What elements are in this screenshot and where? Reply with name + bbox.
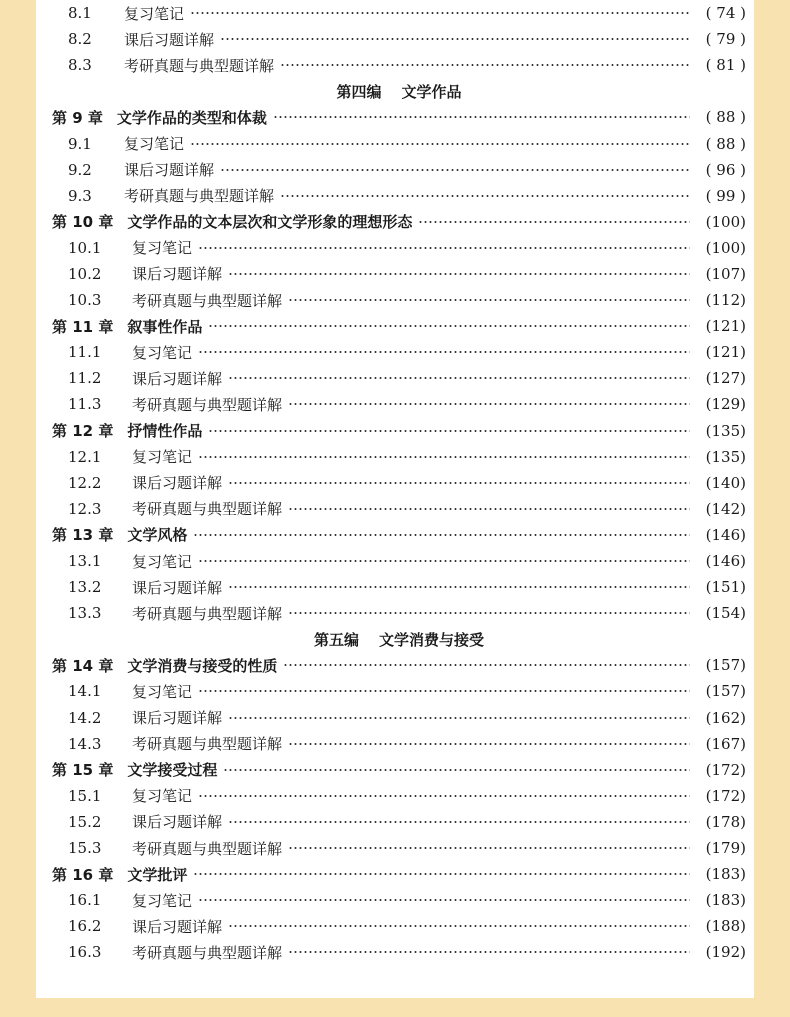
section-number: 13.1	[68, 552, 102, 571]
section-title: 考研真题与典型题详解	[132, 604, 283, 623]
entry-label	[52, 707, 222, 728]
section-title: 课后习题详解	[132, 369, 223, 388]
section-entry[interactable]	[52, 783, 746, 809]
section-number: 13.2	[68, 578, 102, 597]
section-number: 15.2	[68, 812, 102, 831]
entry-label	[52, 498, 282, 519]
section-title: 复习笔记	[132, 239, 193, 258]
entry-label	[52, 524, 187, 545]
section-number: 12.3	[68, 499, 102, 518]
section-entry[interactable]	[52, 835, 746, 861]
section-title: 复习笔记	[132, 552, 193, 571]
dot-leader	[280, 195, 690, 197]
section-entry[interactable]	[52, 183, 746, 209]
dot-leader	[223, 769, 690, 771]
dot-leader	[288, 743, 690, 745]
dot-leader	[283, 664, 690, 666]
entry-label	[52, 133, 184, 154]
section-entry[interactable]	[52, 470, 746, 496]
section-number: 10.2	[68, 264, 102, 283]
entry-label	[52, 316, 202, 337]
table-of-contents	[52, 0, 746, 965]
section-title: 课后习题详解	[124, 161, 215, 180]
section-entry[interactable]	[52, 26, 746, 52]
section-number: 9.1	[68, 134, 92, 153]
dot-leader	[288, 508, 690, 510]
entry-label	[52, 368, 222, 389]
chapter-number: 第 9 章	[52, 108, 103, 127]
section-number: 10.1	[68, 238, 102, 257]
entry-label	[52, 759, 217, 780]
dot-leader	[193, 534, 690, 536]
chapter-entry[interactable]	[52, 861, 746, 887]
section-number: 13.3	[68, 604, 102, 623]
entry-label	[52, 890, 192, 911]
section-number: 12.2	[68, 473, 102, 492]
dot-leader	[198, 560, 690, 562]
page-number: (179)	[705, 839, 746, 858]
section-entry[interactable]	[52, 939, 746, 965]
dot-leader	[228, 821, 690, 823]
section-number: 16.3	[68, 943, 102, 962]
chapter-title: 抒情性作品	[127, 422, 203, 441]
section-entry[interactable]	[52, 287, 746, 313]
entry-label	[52, 785, 192, 806]
section-entry[interactable]	[52, 678, 746, 704]
dot-leader	[198, 247, 690, 249]
section-title: 复习笔记	[132, 891, 193, 910]
section-entry[interactable]	[52, 496, 746, 522]
entry-label	[52, 29, 214, 50]
section-number: 14.2	[68, 708, 102, 727]
entry-label	[52, 864, 187, 885]
chapter-title: 文学批评	[127, 865, 188, 884]
chapter-title: 文学作品的文本层次和文学形象的理想形态	[127, 213, 413, 232]
section-number: 8.1	[68, 4, 92, 23]
dot-leader	[228, 717, 690, 719]
section-title: 复习笔记	[124, 4, 185, 23]
dot-leader	[193, 873, 690, 875]
page-number: ( 74 )	[705, 4, 746, 23]
section-entry[interactable]	[52, 574, 746, 600]
chapter-entry[interactable]	[52, 418, 746, 444]
section-number: 11.3	[68, 395, 102, 414]
dot-leader	[280, 64, 690, 66]
entry-label	[52, 681, 192, 702]
dot-leader	[228, 586, 690, 588]
section-title: 考研真题与典型题详解	[132, 839, 283, 858]
chapter-number: 第 10 章	[52, 213, 114, 232]
dot-leader	[273, 116, 690, 118]
section-entry[interactable]	[52, 731, 746, 757]
section-title: 课后习题详解	[132, 813, 223, 832]
section-title: 复习笔记	[132, 682, 193, 701]
part-label: 第四编	[336, 82, 382, 101]
chapter-entry[interactable]	[52, 757, 746, 783]
page-number: (157)	[705, 656, 746, 675]
section-title: 考研真题与典型题详解	[132, 735, 283, 754]
section-title: 课后习题详解	[124, 30, 215, 49]
chapter-entry[interactable]	[52, 313, 746, 339]
section-entry[interactable]	[52, 157, 746, 183]
chapter-entry[interactable]	[52, 522, 746, 548]
section-number: 14.1	[68, 682, 102, 701]
page-number: (121)	[705, 317, 746, 336]
chapter-title: 文学作品的类型和体裁	[116, 108, 267, 127]
entry-label	[52, 211, 412, 232]
entry-label	[52, 916, 222, 937]
page-number: (183)	[705, 865, 746, 884]
entry-label	[52, 237, 192, 258]
dot-leader	[288, 612, 690, 614]
section-title: 考研真题与典型题详解	[124, 56, 275, 75]
page-number: (167)	[705, 734, 746, 753]
dot-leader	[220, 169, 690, 171]
section-title: 复习笔记	[132, 448, 193, 467]
section-title: 课后习题详解	[132, 917, 223, 936]
entry-label	[52, 551, 192, 572]
dot-leader	[228, 377, 690, 379]
section-entry[interactable]	[52, 913, 746, 939]
section-number: 14.3	[68, 734, 102, 753]
page-number: (178)	[705, 812, 746, 831]
section-entry[interactable]	[52, 0, 746, 26]
chapter-number: 第 11 章	[52, 317, 114, 336]
section-number: 8.3	[68, 56, 92, 75]
section-number: 8.2	[68, 30, 92, 49]
chapter-number: 第 12 章	[52, 422, 114, 441]
dot-leader	[228, 273, 690, 275]
page-number: (135)	[705, 421, 746, 440]
dot-leader	[228, 925, 690, 927]
part-label: 第五编	[313, 630, 359, 649]
dot-leader	[288, 951, 690, 953]
page-number: (146)	[705, 525, 746, 544]
entry-label	[52, 185, 274, 206]
section-title: 考研真题与典型题详解	[132, 943, 283, 962]
entry-label	[52, 420, 202, 441]
section-title: 复习笔记	[124, 135, 185, 154]
entry-label	[52, 942, 282, 963]
entry-label	[52, 159, 214, 180]
section-number: 16.2	[68, 917, 102, 936]
chapter-number: 第 14 章	[52, 656, 114, 675]
chapter-entry[interactable]	[52, 209, 746, 235]
section-entry[interactable]	[52, 235, 746, 261]
section-entry[interactable]	[52, 548, 746, 574]
page-number: (127)	[705, 369, 746, 388]
entry-label	[52, 342, 192, 363]
page-number: ( 81 )	[705, 56, 746, 75]
section-title: 复习笔记	[132, 787, 193, 806]
section-entry[interactable]	[52, 261, 746, 287]
section-number: 10.3	[68, 291, 102, 310]
section-entry[interactable]	[52, 809, 746, 835]
dot-leader	[190, 12, 690, 14]
section-title: 考研真题与典型题详解	[124, 187, 275, 206]
part-title: 文学消费与接受	[379, 630, 485, 649]
entry-label	[52, 107, 267, 128]
page-number: (157)	[705, 682, 746, 701]
page-number: (129)	[705, 395, 746, 414]
section-title: 考研真题与典型题详解	[132, 500, 283, 519]
dot-leader	[288, 403, 690, 405]
dot-leader	[198, 351, 690, 353]
chapter-title: 文学消费与接受的性质	[127, 656, 278, 675]
page-number: ( 99 )	[705, 186, 746, 205]
chapter-title: 文学风格	[127, 526, 188, 545]
entry-label	[52, 446, 192, 467]
document-page	[36, 0, 754, 998]
section-entry[interactable]	[52, 705, 746, 731]
page-number: (162)	[705, 708, 746, 727]
section-title: 课后习题详解	[132, 578, 223, 597]
page-number: (112)	[705, 291, 746, 310]
page-number: (172)	[705, 786, 746, 805]
dot-leader	[220, 38, 690, 40]
entry-label	[52, 290, 282, 311]
page-number: (142)	[705, 499, 746, 518]
chapter-number: 第 13 章	[52, 526, 114, 545]
entry-label	[52, 263, 222, 284]
page-number: (188)	[705, 917, 746, 936]
dot-leader	[228, 482, 690, 484]
part-heading	[52, 78, 746, 104]
section-number: 11.2	[68, 369, 102, 388]
part-title: 文学作品	[401, 82, 462, 101]
section-number: 12.1	[68, 447, 102, 466]
part-heading	[52, 626, 746, 652]
entry-label	[52, 733, 282, 754]
section-title: 课后习题详解	[132, 265, 223, 284]
section-entry[interactable]	[52, 391, 746, 417]
dot-leader	[208, 430, 690, 432]
page-number: ( 88 )	[705, 134, 746, 153]
chapter-number: 第 15 章	[52, 761, 114, 780]
section-number: 16.1	[68, 891, 102, 910]
dot-leader	[208, 325, 690, 327]
section-number: 15.1	[68, 786, 102, 805]
dot-leader	[418, 221, 690, 223]
page-number: (107)	[705, 264, 746, 283]
section-number: 9.2	[68, 160, 92, 179]
page-number: (121)	[705, 343, 746, 362]
section-title: 考研真题与典型题详解	[132, 291, 283, 310]
section-entry[interactable]	[52, 339, 746, 365]
page-number: (146)	[705, 552, 746, 571]
section-number: 15.3	[68, 839, 102, 858]
page-number: ( 88 )	[705, 108, 746, 127]
entry-label	[52, 838, 282, 859]
page-number: ( 96 )	[705, 160, 746, 179]
section-entry[interactable]	[52, 444, 746, 470]
chapter-number: 第 16 章	[52, 865, 114, 884]
section-title: 复习笔记	[132, 343, 193, 362]
dot-leader	[288, 299, 690, 301]
entry-label	[52, 655, 277, 676]
dot-leader	[198, 795, 690, 797]
page-number: ( 79 )	[705, 30, 746, 49]
chapter-entry[interactable]	[52, 652, 746, 678]
entry-label	[52, 577, 222, 598]
section-number: 11.1	[68, 343, 102, 362]
section-title: 课后习题详解	[132, 709, 223, 728]
section-entry[interactable]	[52, 365, 746, 391]
page-number: (135)	[705, 447, 746, 466]
section-title: 课后习题详解	[132, 474, 223, 493]
page-number: (100)	[705, 238, 746, 257]
page-number: (172)	[705, 760, 746, 779]
section-entry[interactable]	[52, 887, 746, 913]
chapter-entry[interactable]	[52, 104, 746, 130]
page-number: (100)	[705, 212, 746, 231]
entry-label	[52, 811, 222, 832]
entry-label	[52, 394, 282, 415]
chapter-title: 文学接受过程	[127, 761, 218, 780]
entry-label	[52, 472, 222, 493]
page-number: (154)	[705, 604, 746, 623]
dot-leader	[198, 456, 690, 458]
dot-leader	[288, 847, 690, 849]
chapter-title: 叙事性作品	[127, 317, 203, 336]
section-entry[interactable]	[52, 130, 746, 156]
section-number: 9.3	[68, 186, 92, 205]
section-entry[interactable]	[52, 600, 746, 626]
page-number: (151)	[705, 578, 746, 597]
page-number: (140)	[705, 473, 746, 492]
dot-leader	[198, 899, 690, 901]
entry-label	[52, 603, 282, 624]
page-number: (183)	[705, 891, 746, 910]
entry-label	[52, 3, 184, 24]
section-title: 考研真题与典型题详解	[132, 395, 283, 414]
section-entry[interactable]	[52, 52, 746, 78]
dot-leader	[190, 143, 690, 145]
dot-leader	[198, 690, 690, 692]
entry-label	[52, 55, 274, 76]
page-number: (192)	[705, 943, 746, 962]
